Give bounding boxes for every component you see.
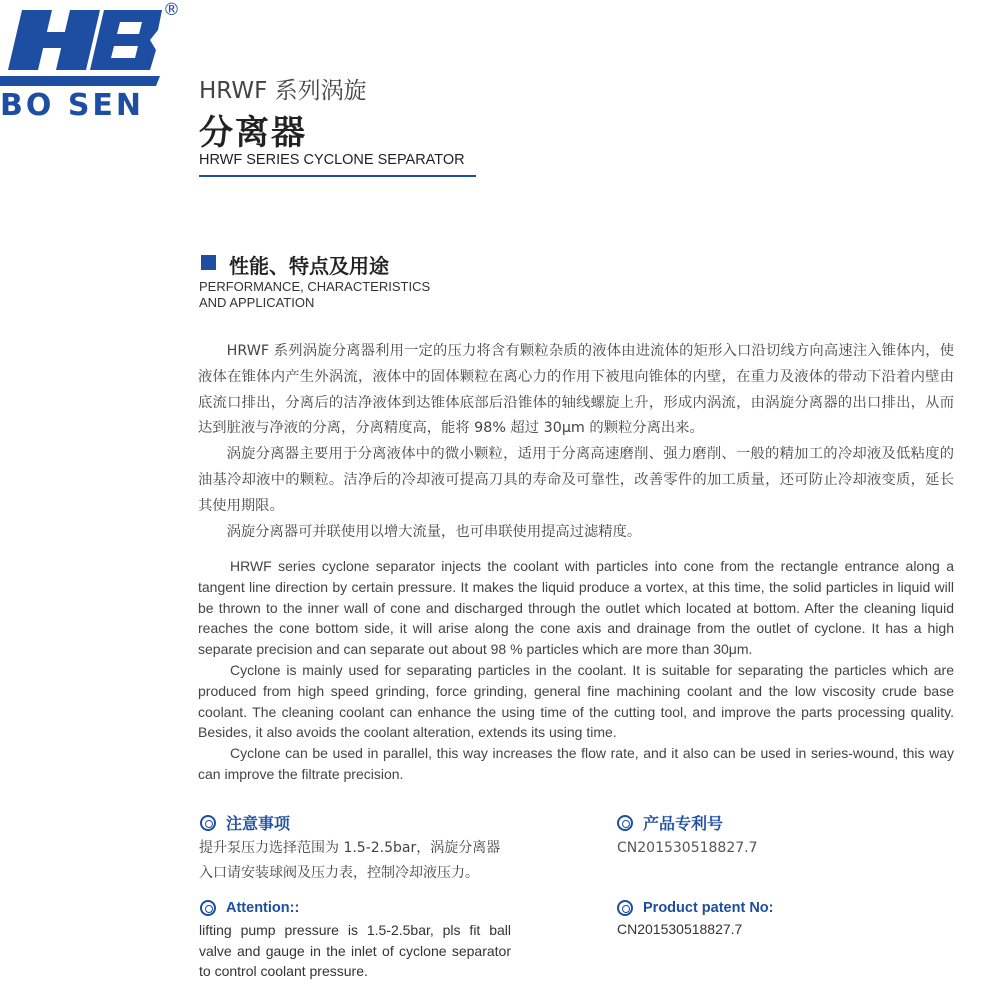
title-underline [199,175,476,177]
patent-heading [617,811,723,834]
patent-title: 产品专利号 [643,814,724,833]
notice-line: 提升泵压力选择范围为 1.5-2.5bar，涡旋分离器 [199,840,501,856]
patent-en-number: CN201530518827.7 [617,921,743,937]
patent-number: CN201530518827.7 [617,840,758,856]
patent-en-title: Product patent No: [643,900,774,916]
circle-bullet-icon [200,900,216,916]
circle-bullet-icon [617,815,633,831]
description-cn-paragraph: HRWF 系列涡旋分离器利用一定的压力将含有颗粒杂质的液体由进流体的矩形入口沿切线方向高速注入锥体内，使液体在锥体内产生外涡流，液体中的固体颗粒在离心力的作用下被甩向锥体的内壁，在重力及液体的带动下沿着内壁由底流口排出，分离后的洁净液体到达锥体底部后沿锥体的轴线螺旋上升，形成内涡流，由涡旋分离器的出口排出，从而达到脏液与净液的分离，分离精度高，能将 98% 超过 30μm 的颗粒分离出来。 [198,343,954,437]
attention-heading [200,900,299,916]
description-cn-paragraph: 涡旋分离器主要用于分离液体中的微小颗粒，适用于分离高速磨削、强力磨削、一般的精加工的冷却液及低粘度的油基冷却液中的颗粒。洁净后的冷却液可提高刀具的寿命及可靠性，改善零件的加工质量，还可防止冷却液变质，延长其使用期限。 [198,446,954,514]
description-en-paragraph: HRWF series cyclone separator injects the coolant with particles into cone from the rectangle entrance along a tangent line direction by certain pressure. It makes the liquid produce a vortex, at this time, the solid particles in liquid will be thrown to the inner wall of cone and discharged through the outlet which located at bottom. After the cleaning liquid reaches the cone bottom side, it will arise along the cone axis and drainage from the outlet of cyclone. It has a high separate precision and can separate out about 98 % particles which are more than 30μm. [198,558,954,658]
circle-bullet-icon [200,815,216,831]
notice-heading [200,811,290,834]
notice-line: 入口请安装球阀及压力表，控制冷却液压力。 [199,865,479,881]
description-cn [198,339,954,545]
description-cn-paragraph: 涡旋分离器可并联使用以增大流量，也可串联使用提高过滤精度。 [226,523,642,540]
brand-name: BO SEN [0,88,145,123]
attention-text: lifting pump pressure is 1.5-2.5bar, pls fit ball valve and gauge in the inlet of cyclone separator to control coolant pressure. [199,922,511,979]
section-title-en-line1: PERFORMANCE, CHARACTERISTICS [199,279,431,294]
circle-bullet-icon [617,900,633,916]
patent-en-heading [617,900,774,916]
section-title-en [199,279,499,311]
description-en-paragraph: Cyclone can be used in parallel, this way increases the flow rate, and it also can be used in series-wound, this way can improve the filtrate precision. [198,745,954,782]
page-title: 分离器 [199,113,307,153]
section-square-icon [201,255,216,270]
notice-text [199,836,519,886]
attention-title: Attention:: [226,900,300,916]
section-title-en-line2: AND APPLICATION [199,295,315,310]
notice-title: 注意事项 [226,814,291,833]
registered-mark: ® [163,0,180,20]
description-en [198,556,954,785]
section-title: 性能、特点及用途 [229,254,389,278]
bosen-logo-mark [0,0,190,92]
page-title-en: HRWF SERIES CYCLONE SEPARATOR [199,152,465,168]
description-en-paragraph: Cyclone is mainly used for separating particles in the coolant. It is suitable for separating the particles which are produced from high speed grinding, force grinding, general fine machining coolant and the low viscosity crude base coolant. The cleaning coolant can enhance the using time of the cutting tool, and improve the parts processing quality. Besides, it also avoids the coolant alteration, extends its using time. [198,661,954,741]
page-subtitle: HRWF 系列涡旋 [199,78,367,104]
